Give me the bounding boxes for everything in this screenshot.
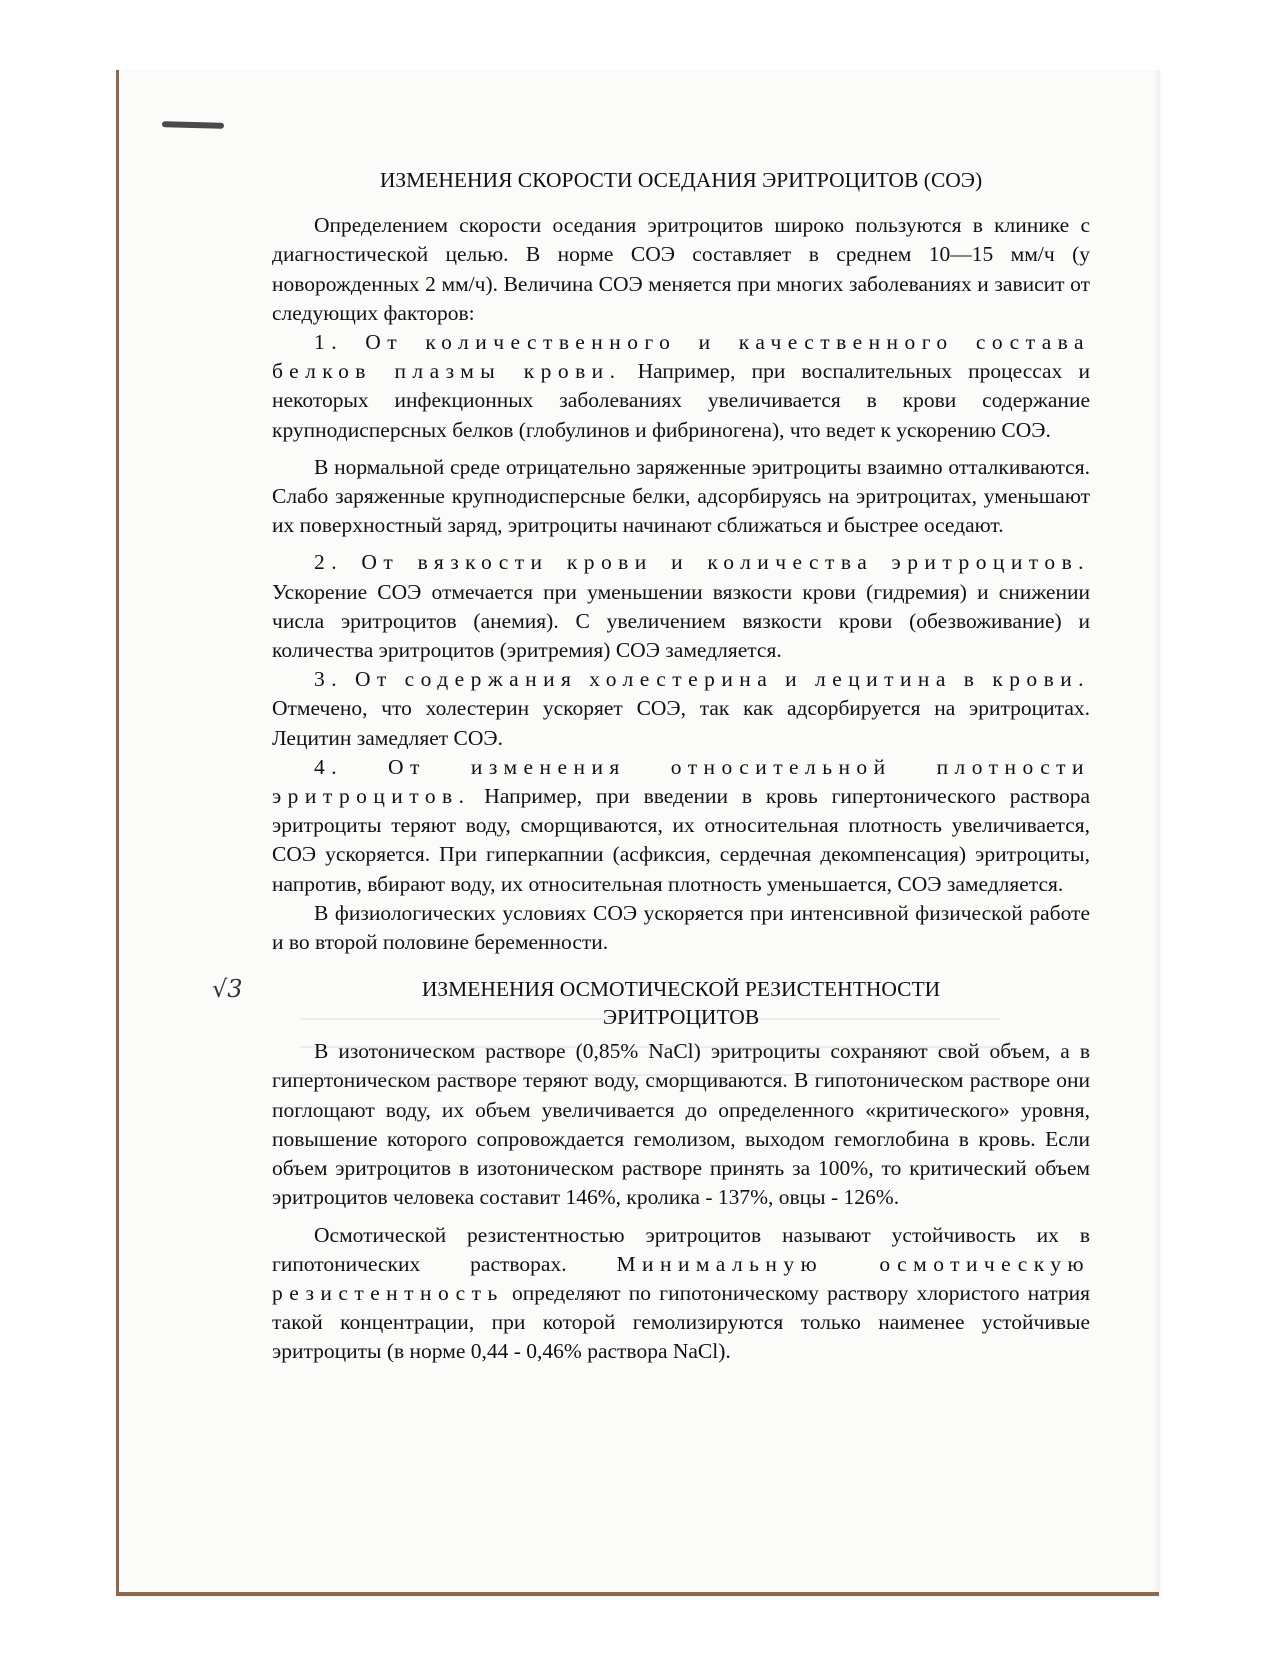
factor-2-text: Ускорение СОЭ отмечается при уменьшении вязкости крови (гидремия) и снижении числа эритроцитов (анемия). С увеличением вязкости крови (обезвоживание) и количества эритроцитов (эритремия) СОЭ замедляется. [272, 579, 1090, 663]
resistance-paragraph [272, 1221, 1090, 1367]
factor-4-paragraph [272, 753, 1090, 899]
factor-2-paragraph [272, 548, 1090, 665]
factor-1-paragraph [272, 328, 1090, 445]
factor-3-text: Отмечено, что холестерин ускоряет СОЭ, так как адсорбируется на эритроцитах. Лецитин замедляет СОЭ. [272, 696, 1090, 750]
factor-4-label: 4. От изменения относительной плотности эритроцитов. [272, 754, 1090, 809]
document-body [212, 158, 1091, 1367]
factor-1-label: 1. От количественного и качественного состава белков плазмы крови. [272, 330, 1090, 384]
factor-2-label: 2. От вязкости крови и количества эритроцитов. [314, 550, 1090, 575]
section2-title-line1: ИЗМЕНЕНИЯ ОСМОТИЧЕСКОЙ РЕЗИСТЕНТНОСТИ [421, 977, 941, 1002]
factor-4-text: Например, при введении в кровь гипертонического раствора эритроциты теряют воду, сморщиваются, их относительная плотность увеличивается, СОЭ ускоряется. При гиперкапнии (асфиксия, сердечная декомпенсация) эритроциты, напротив, вбирают воду, их относительная плотность уменьшается, СОЭ замедляется. [272, 784, 1090, 896]
sheet-edge-shadow [1153, 70, 1159, 1592]
resistance-text-end: определяют по гипотоническому раствору хлористого натрия такой концентрации, при которой гемолизируются только наименее устойчивые эритроциты (в норме 0,44 - 0,46% раствора NaCl). [272, 1280, 1091, 1364]
physiology-paragraph: В физиологических условиях СОЭ ускоряется при интенсивной физической работе и во второй половине беременности. [272, 900, 1090, 955]
resistance-term: Минимальную осмотическую резистентность [272, 1251, 1091, 1305]
section1-intro-paragraph: Определением скорости оседания эритроцитов широко пользуются в клинике с диагностической целью. В норме СОЭ составляет в среднем 10—15 мм/ч (у новорожденных 2 мм/ч). Величина СОЭ меняется при многих заболеваниях и зависит от следующих факторов: [272, 213, 1090, 325]
handwritten-note: √3 [212, 975, 243, 1004]
factor-1-text: Например, при воспалительных процессах и некоторых инфекционных заболеваниях увеличивается в крови содержание крупнодисперсных белков (глобулинов и фибриногена), что ведет к ускорению СОЭ. [272, 359, 1090, 442]
section2-title-line2: ЭРИТРОЦИТОВ [602, 1005, 760, 1030]
charge-paragraph: В нормальной среде отрицательно заряженные эритроциты взаимно отталкиваются. Слабо заряженные крупнодисперсные белки, адсорбируясь на эритроцитах, уменьшают их поверхностный заряд, эритроциты начинают сближаться и быстрее оседают. [272, 454, 1090, 538]
section1-title: ИЗМЕНЕНИЯ СКОРОСТИ ОСЕДАНИЯ ЭРИТРОЦИТОВ (СОЭ) [379, 168, 983, 192]
factor-3-paragraph [272, 665, 1090, 753]
factor-3-label: 3. От содержания холестерина и лецитина в крови. [314, 667, 1090, 692]
osmotic-paragraph: В изотоническом растворе (0,85% NaCl) эритроциты сохраняют свой объем, а в гипертоническом растворе теряют воду, сморщиваются. В гипотоническом растворе они поглощают воду, их объем увеличивается до определенного «критического» уровня, повышение которого сопровождается гемолизом, выходом гемоглобина в кровь. Если объем эритроцитов в изотоническом растворе принять за 100%, то критический объем эритроцитов человека составит 146%, кролика - 137%, овцы - 126%. [272, 1039, 1090, 1210]
section2-title [212, 975, 1090, 1031]
resistance-text-start: Осмотической резистентностью эритроцитов называют устойчивость их в гипотонических растворах. [272, 1222, 1090, 1276]
